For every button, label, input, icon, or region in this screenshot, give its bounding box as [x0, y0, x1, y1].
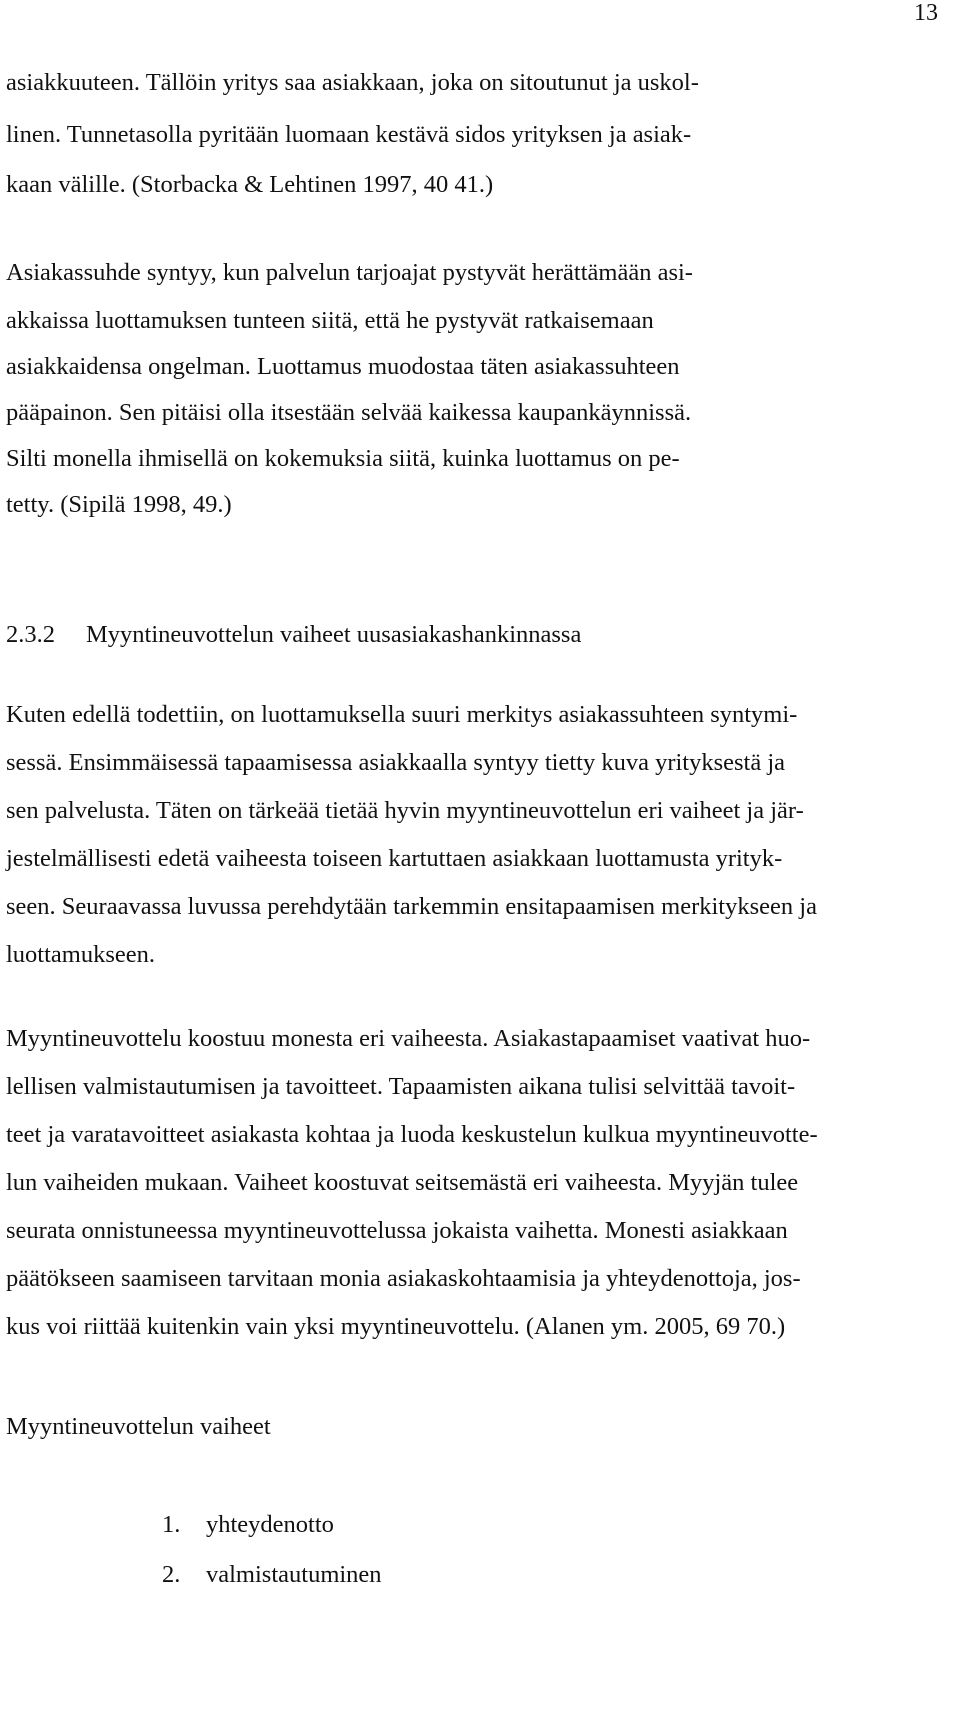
section-number: 2.3.2	[6, 621, 55, 648]
text-line: asiakkaidensa ongelman. Luottamus muodostaa täten asiakassuhteen	[6, 353, 680, 380]
text-line: seurata onnistuneessa myyntineuvottelussa jokaista vaihetta. Monesti asiakkaan	[6, 1217, 788, 1244]
page-number: 13	[914, 0, 938, 26]
text-line: lun vaiheiden mukaan. Vaiheet koostuvat seitsemästä eri vaiheesta. Myyjän tulee	[6, 1169, 799, 1196]
text-line: tetty. (Sipilä 1998, 49.)	[6, 491, 232, 518]
text-line: lellisen valmistautumisen ja tavoitteet. Tapaamisten aikana tulisi selvittää tavoit-	[6, 1073, 796, 1100]
text-line: teet ja varatavoitteet asiakasta kohtaa ja luoda keskustelun kulkua myyntineuvotte-	[6, 1121, 818, 1148]
text-line: akkaissa luottamuksen tunteen siitä, että he pystyvät ratkaisemaan	[6, 307, 654, 334]
text-line: Myyntineuvottelu koostuu monesta eri vaiheesta. Asiakastapaamiset vaativat huo-	[6, 1025, 811, 1052]
list-item	[162, 1510, 334, 1540]
text-line: sen palvelusta. Täten on tärkeää tietää hyvin myyntineuvottelun eri vaiheet ja jär-	[6, 797, 804, 824]
list-item-text: yhteydenotto	[206, 1511, 334, 1538]
section-title: Myyntineuvottelun vaiheet uusasiakashankinnassa	[86, 621, 582, 648]
text-line: seen. Seuraavassa luvussa perehdytään tarkemmin ensitapaamisen merkitykseen ja	[6, 893, 817, 920]
list-item	[162, 1560, 382, 1590]
text-line: sessä. Ensimmäisessä tapaamisessa asiakkaalla syntyy tietty kuva yrityksestä ja	[6, 749, 786, 776]
text-line: Kuten edellä todettiin, on luottamuksella suuri merkitys asiakassuhteen syntymi-	[6, 701, 798, 728]
text-line: luottamukseen.	[6, 941, 156, 968]
text-line: Asiakassuhde syntyy, kun palvelun tarjoajat pystyvät herättämään asi-	[6, 259, 693, 286]
text-line: päätökseen saamiseen tarvitaan monia asiakaskohtaamisia ja yhteydenottoja, jos-	[6, 1265, 801, 1292]
section-heading	[6, 620, 581, 650]
list-item-number: 1.	[162, 1511, 181, 1538]
text-line: jestelmällisesti edetä vaiheesta toiseen kartuttaen asiakkaan luottamusta yrityk-	[6, 845, 783, 872]
list-item-number: 2.	[162, 1561, 181, 1588]
list-heading: Myyntineuvottelun vaiheet	[6, 1413, 271, 1440]
text-line: Silti monella ihmisellä on kokemuksia siitä, kuinka luottamus on pe-	[6, 445, 680, 472]
text-line: linen. Tunnetasolla pyritään luomaan kestävä sidos yrityksen ja asiak-	[6, 121, 692, 148]
text-line: pääpainon. Sen pitäisi olla itsestään selvää kaikessa kaupankäynnissä.	[6, 399, 692, 426]
text-line: asiakkuuteen. Tällöin yritys saa asiakkaan, joka on sitoutunut ja uskol-	[6, 69, 699, 96]
list-item-text: valmistautuminen	[206, 1561, 382, 1588]
text-line: kus voi riittää kuitenkin vain yksi myyntineuvottelu. (Alanen ym. 2005, 69 70.)	[6, 1313, 786, 1340]
text-line: kaan välille. (Storbacka & Lehtinen 1997, 40 41.)	[6, 171, 494, 198]
